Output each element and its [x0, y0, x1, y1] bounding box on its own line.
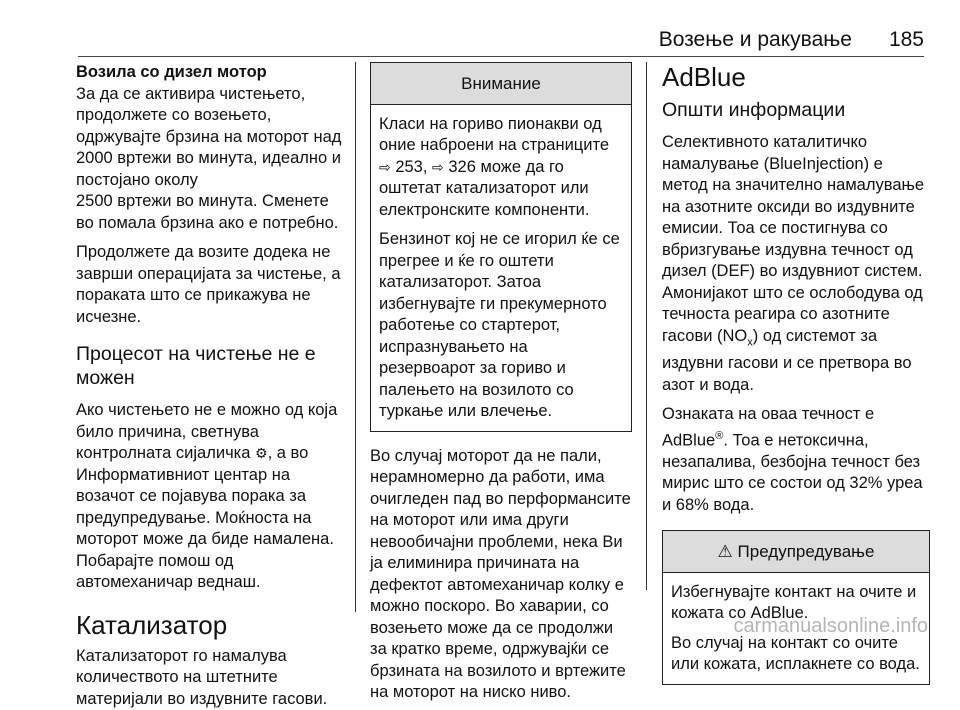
page-header	[78, 22, 924, 57]
catalyst-heading: Катализатор	[76, 610, 348, 640]
section-title: Возење и ракување	[659, 28, 852, 52]
adblue-label-paragraph	[662, 404, 930, 516]
not-possible-paragraph	[76, 400, 348, 594]
page-ref-link-2[interactable]: 326	[448, 158, 476, 176]
nox-subscript: x	[747, 336, 753, 348]
general-info-heading: Општи информации	[662, 98, 930, 122]
not-possible-heading: Процесот на чистење не е можен	[76, 342, 348, 390]
label-text-a: Ознаката на оваа течност е AdBlue	[662, 405, 874, 449]
warning-paragraph-1: Избегнувајте контакт на очите и кожата со AdBlue.	[671, 582, 921, 625]
filter-lamp-icon: ⚙	[255, 445, 268, 461]
caution-box	[370, 62, 632, 432]
diesel-heading: Возила со дизел мотор	[76, 62, 348, 84]
column-divider-2	[646, 62, 647, 590]
caution-box-body	[371, 105, 631, 431]
warning-box	[662, 530, 930, 685]
engine-failure-paragraph: Во случај моторот да не пали, нерамномерно да работи, има очигледен пад во перформансите на моторот или има други невообичајни проблеми, нека Ви ја елиминира причината на дефектот автомеханичар колку е можно поскоро. Во хаварии, со возењето може да се продолжи за кратко време, одржувајќи се брзината на возилото и вртежите на моторот на ниско ниво.	[370, 446, 632, 704]
column-left	[76, 62, 348, 710]
not-possible-text-b: , а во Информативниот центар на возачот се појавува порака за предупредување. Моќноста на моторот може да биде намалена. Побарајте помош од автомеханичар веднаш.	[76, 444, 334, 591]
diesel-paragraph-2: 2500 вртежи во минута. Сменете во помала брзина ако е потребно.	[76, 191, 348, 234]
warning-icon: ⚠	[718, 542, 733, 561]
general-info-paragraph	[662, 132, 930, 396]
warning-title-text: Предупредување	[738, 542, 875, 561]
adblue-heading: AdBlue	[662, 62, 930, 92]
ref-separator: ,	[423, 158, 432, 176]
caution-paragraph-1	[379, 114, 623, 222]
column-divider-1	[355, 62, 356, 612]
caution-text-1a: Класи на гориво пионакви од оние наброени на страниците	[379, 115, 609, 155]
general-text-b: ) од системот за издувни гасови и се претвора во азот и вода.	[662, 327, 912, 394]
page-ref-link-1[interactable]: 253	[395, 158, 423, 176]
continue-paragraph: Продолжете да возите додека не заврши операцијата за чистење, а пораката што се прикажува не исчезне.	[76, 242, 348, 328]
page-reference-arrow-icon: ⇨	[379, 159, 391, 175]
general-text-a: Селективното каталитичко намалување (BlueInjection) е метод на значително намалување на азотните оксиди во издувните емисии. Тоа се постигнува со вбризгување издувна течност од дизел (DEF) во издувниот систем. Амонијакот што се ослободува од течноста реагира со азотните гасови (NO	[662, 133, 924, 345]
page-reference-arrow-icon: ⇨	[432, 159, 444, 175]
page-number: 185	[889, 28, 924, 52]
warning-box-title	[663, 531, 929, 573]
watermark: carmanualsonline.info	[733, 615, 928, 638]
label-text-b: . Тоа е нетоксична, незапалива, безбојна течност без мирис што се состои од 32% уреа и 68% вода.	[662, 431, 923, 514]
registered-mark: ®	[715, 430, 723, 442]
column-middle	[370, 62, 632, 704]
catalyst-paragraph: Катализаторот го намалува количеството на штетните материјали во издувните гасови.	[76, 646, 348, 710]
caution-paragraph-2: Бензинот кој не се игорил ќе се прегрее и ќе го оштети катализаторот. Затоа избегнувајте ги прекумерното работење со стартерот, испразнувањето на резервоарот за гориво и палењето на возилото со туркање или влечење.	[379, 229, 623, 423]
diesel-paragraph-1: За да се активира чистењето, продолжете со возењето, одржувајте брзина на моторот над 2000 вртежи во минута, идеално и постојано околу	[76, 84, 348, 192]
column-right	[662, 62, 930, 685]
caution-text-1b: може да го оштетат катализаторот или електронските компоненти.	[379, 158, 589, 219]
caution-box-title: Внимание	[371, 63, 631, 105]
warning-paragraph-2: Во случај на контакт со очите или кожата, исплакнете со вода.	[671, 633, 921, 676]
not-possible-text-a: Ако чистењето не е можно од која било причина, светнува контролната сијаличка	[76, 401, 337, 462]
